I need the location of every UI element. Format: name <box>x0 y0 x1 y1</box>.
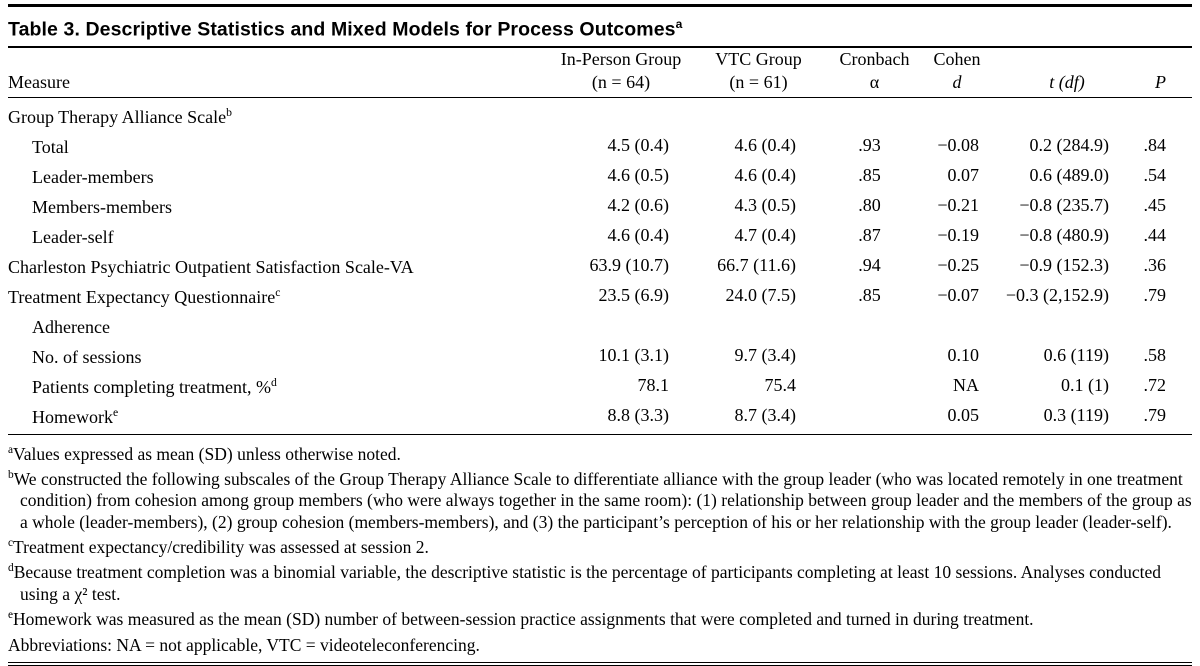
measure-label: Patients completing treatment, % <box>32 376 271 397</box>
col-header-t-df: t (df) <box>997 71 1137 98</box>
vtc-value: 4.7 (0.4) <box>734 224 796 245</box>
col-header-measure: Measure <box>8 71 557 98</box>
table-row <box>8 280 1192 310</box>
t-df-value <box>997 310 1137 340</box>
cohen-d-value: −0.08 <box>937 134 979 155</box>
col-header-inperson-group: In-Person Group <box>560 48 682 69</box>
col-header-p: P <box>1137 71 1192 98</box>
p-value: .79 <box>1143 404 1166 425</box>
vtc-value <box>707 97 832 130</box>
measure-cell <box>8 400 557 435</box>
measure-sup: d <box>270 375 277 389</box>
vtc-value: 4.3 (0.5) <box>734 194 796 215</box>
p-value: .54 <box>1143 164 1166 185</box>
table-title-text: Table 3. Descriptive Statistics and Mixed Models for Process Outcomes <box>8 18 676 41</box>
cronbach-alpha-value <box>832 400 917 435</box>
p-value <box>1137 310 1192 340</box>
process-outcomes-table <box>8 48 1192 435</box>
t-df-value: −0.3 (2,152.9) <box>1005 284 1109 305</box>
cohen-d-value: 0.05 <box>947 404 979 425</box>
measure-sup: c <box>275 285 281 299</box>
t-df-value <box>997 97 1137 130</box>
vtc-value <box>707 310 832 340</box>
inperson-value: 4.5 (0.4) <box>607 134 669 155</box>
measure-label: Adherence <box>32 316 110 337</box>
table-row <box>8 250 1192 280</box>
inperson-value <box>557 310 707 340</box>
table-row <box>8 130 1192 160</box>
t-df-value: 0.6 (489.0) <box>1029 164 1109 185</box>
measure-sup: e <box>112 405 119 419</box>
measure-label: Homework <box>32 406 113 427</box>
table-title <box>8 13 1192 41</box>
footnote <box>8 440 1192 465</box>
measure-label: Leader-members <box>32 166 154 187</box>
col-header-vtc-group: VTC Group <box>715 48 802 69</box>
vtc-value: 24.0 (7.5) <box>725 284 796 305</box>
table-row <box>8 340 1192 370</box>
p-value: .72 <box>1143 374 1166 395</box>
t-df-value: −0.8 (480.9) <box>1019 224 1109 245</box>
header-spacer-measure <box>8 48 557 71</box>
header-spacer-p <box>1137 48 1192 71</box>
table-row <box>8 160 1192 190</box>
col-header-cohen-d: d <box>917 71 997 98</box>
p-value: .58 <box>1143 344 1166 365</box>
measure-cell <box>8 250 557 280</box>
cohen-d-value <box>917 310 997 340</box>
inperson-value: 8.8 (3.3) <box>607 404 669 425</box>
footnote-sup: a <box>8 443 14 456</box>
col-header-alpha: α <box>832 71 917 98</box>
vtc-value: 8.7 (3.4) <box>734 404 796 425</box>
footnote <box>8 465 1192 533</box>
inperson-value: 63.9 (10.7) <box>589 254 669 275</box>
inperson-value: 4.6 (0.4) <box>607 224 669 245</box>
t-df-value: 0.2 (284.9) <box>1029 134 1109 155</box>
footnote-text: Homework was measured as the mean (SD) number of between-session practice assignments that were completed and turned in during treatment. <box>13 609 1034 630</box>
t-df-value: 0.3 (119) <box>1043 404 1109 425</box>
vtc-value: 4.6 (0.4) <box>734 164 796 185</box>
footnote-sup: b <box>8 468 14 481</box>
table-row <box>8 370 1192 400</box>
footnote-text: Abbreviations: NA = not applicable, VTC = videoteleconferencing. <box>8 634 480 655</box>
measure-cell <box>8 370 557 400</box>
col-header-vtc-n: (n = 61) <box>707 71 832 98</box>
table-top-rule <box>8 4 1192 7</box>
measure-cell <box>8 130 557 160</box>
col-header-cohen: Cohen <box>933 48 981 69</box>
footnotes <box>8 440 1192 656</box>
footnote-sup: c <box>8 537 14 550</box>
measure-label: Total <box>32 136 69 157</box>
t-df-value: 0.6 (119) <box>1043 344 1109 365</box>
table-title-sup: a <box>675 17 683 31</box>
table-row <box>8 400 1192 435</box>
table-row <box>8 190 1192 220</box>
footnote <box>8 631 1192 656</box>
inperson-value: 4.2 (0.6) <box>607 194 669 215</box>
footnote <box>8 558 1192 605</box>
measure-cell <box>8 310 557 340</box>
table-row <box>8 220 1192 250</box>
header-spacer-tdf <box>997 48 1137 71</box>
measure-cell <box>8 97 557 130</box>
cohen-d-value: NA <box>953 374 979 395</box>
cohen-d-value: 0.10 <box>947 344 979 365</box>
table-body <box>8 97 1192 434</box>
footnote-text: Treatment expectancy/credibility was assessed at session 2. <box>13 536 429 557</box>
measure-label: Leader-self <box>32 226 114 247</box>
inperson-value: 4.6 (0.5) <box>607 164 669 185</box>
cohen-d-value: −0.21 <box>937 194 979 215</box>
col-header-inperson-n: (n = 64) <box>557 71 707 98</box>
inperson-value: 23.5 (6.9) <box>598 284 669 305</box>
t-df-value: 0.1 (1) <box>1061 374 1109 395</box>
cohen-d-value <box>917 97 997 130</box>
cronbach-alpha-value: .87 <box>858 224 881 245</box>
cronbach-alpha-value <box>832 97 917 130</box>
cronbach-alpha-value <box>832 370 917 400</box>
vtc-value: 66.7 (11.6) <box>717 254 796 275</box>
cohen-d-value: −0.07 <box>937 284 979 305</box>
inperson-value: 10.1 (3.1) <box>598 344 669 365</box>
cronbach-alpha-value: .80 <box>858 194 881 215</box>
t-df-value: −0.9 (152.3) <box>1019 254 1109 275</box>
p-value: .36 <box>1143 254 1166 275</box>
p-value <box>1137 97 1192 130</box>
table-row <box>8 97 1192 130</box>
measure-label: Members-members <box>32 196 172 217</box>
cronbach-alpha-value: .85 <box>858 164 881 185</box>
measure-cell <box>8 340 557 370</box>
footnote-sup: d <box>8 562 14 575</box>
p-value: .45 <box>1143 194 1166 215</box>
measure-label: Group Therapy Alliance Scale <box>8 106 227 127</box>
p-value: .79 <box>1143 284 1166 305</box>
footnote-sup: e <box>8 609 14 622</box>
p-value: .84 <box>1143 134 1166 155</box>
measure-cell <box>8 220 557 250</box>
cronbach-alpha-value: .94 <box>858 254 881 275</box>
vtc-value: 75.4 <box>764 374 796 395</box>
inperson-value <box>557 97 707 130</box>
header-row-sub <box>8 71 1192 98</box>
p-value: .44 <box>1143 224 1166 245</box>
footnote-text: We constructed the following subscales of the Group Therapy Alliance Scale to differentiate alliance with the group leader (who was located remotely in one treatment condition) from cohesion among group members (who were always together in the same room): (1) relationship between group leader and the members of the group as a whole (leader-members), (2) group cohesion (members-members), and (3) the participant’s perception of his or her relationship with the group leader (leader-self). <box>13 468 1192 532</box>
measure-cell <box>8 280 557 310</box>
t-df-value: −0.8 (235.7) <box>1019 194 1109 215</box>
inperson-value: 78.1 <box>637 374 669 395</box>
measure-cell <box>8 160 557 190</box>
cohen-d-value: 0.07 <box>947 164 979 185</box>
cronbach-alpha-value: .93 <box>858 134 881 155</box>
footnote-text: Values expressed as mean (SD) unless otherwise noted. <box>13 443 401 464</box>
cronbach-alpha-value: .85 <box>858 284 881 305</box>
vtc-value: 9.7 (3.4) <box>734 344 796 365</box>
table-header <box>8 48 1192 98</box>
measure-label: Charleston Psychiatric Outpatient Satisfaction Scale-VA <box>8 256 414 277</box>
footnote <box>8 533 1192 558</box>
measure-cell <box>8 190 557 220</box>
footnote-text: Because treatment completion was a binomial variable, the descriptive statistic is the percentage of participants completing at least 10 sessions. Analyses conducted using a χ² test. <box>13 562 1162 604</box>
cohen-d-value: −0.25 <box>937 254 979 275</box>
cronbach-alpha-value <box>832 310 917 340</box>
table-bottom-rule <box>8 662 1192 666</box>
cronbach-alpha-value <box>832 340 917 370</box>
vtc-value: 4.6 (0.4) <box>734 134 796 155</box>
footnote <box>8 605 1192 630</box>
table-row <box>8 310 1192 340</box>
cohen-d-value: −0.19 <box>937 224 979 245</box>
header-row-group <box>8 48 1192 71</box>
measure-label: No. of sessions <box>32 346 142 367</box>
measure-sup: b <box>226 105 232 119</box>
col-header-cronbach: Cronbach <box>839 48 910 69</box>
measure-label: Treatment Expectancy Questionnaire <box>8 286 276 307</box>
